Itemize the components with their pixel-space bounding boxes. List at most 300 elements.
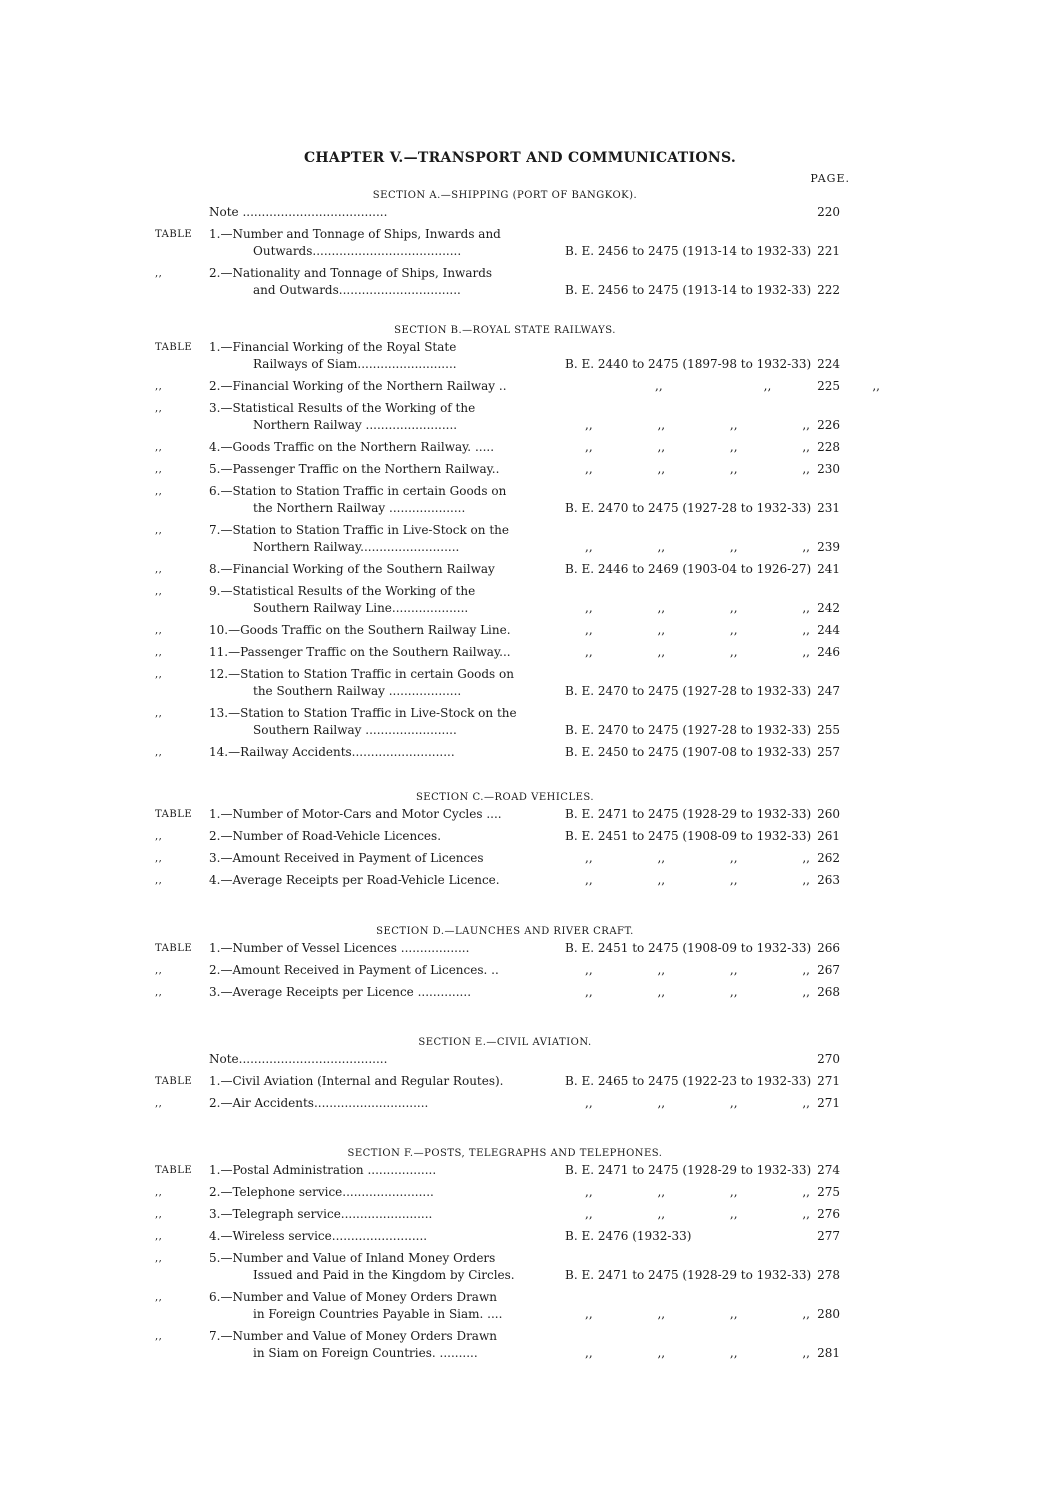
table-entry-row	[155, 339, 855, 378]
ditto-mark: ,,	[585, 985, 593, 999]
ditto-mark: ,,	[585, 440, 593, 454]
ditto-mark: ,,	[729, 985, 738, 999]
table-entry-row	[155, 705, 855, 744]
ditto-mark: ,,	[657, 873, 666, 887]
ditto-mark: ,,	[655, 379, 663, 393]
ditto-mark: ,,	[585, 963, 593, 977]
ditto-mark: ,,	[802, 623, 810, 637]
table-title	[209, 1184, 529, 1201]
table-title-text: 1.—Number of Motor-Cars and Motor Cycles ....	[209, 807, 502, 821]
table-prefix: ,,	[155, 669, 163, 680]
table-title	[209, 1328, 529, 1362]
table-title-continued: Outwards.......................................	[253, 244, 462, 258]
year-range: B. E. 2476 (1932-33)	[565, 1229, 692, 1243]
ditto-mark: ,,	[802, 462, 810, 476]
ditto-marks	[565, 644, 810, 661]
page-number: 257	[817, 745, 840, 759]
page-number: 255	[817, 723, 840, 737]
table-entry-row	[155, 583, 855, 622]
ditto-mark: ,,	[657, 1185, 666, 1199]
table-title	[209, 940, 529, 957]
ditto-mark: ,,	[585, 540, 593, 554]
year-range: B. E. 2440 to 2475 (1897-98 to 1932-33)	[565, 357, 812, 371]
table-prefix: TABLE	[155, 943, 193, 954]
ditto-mark: ,,	[802, 1185, 810, 1199]
page-number: 266	[817, 941, 840, 955]
table-title-continued: Southern Railway Line....................	[253, 601, 469, 615]
table-title	[209, 962, 529, 979]
ditto-marks	[565, 461, 810, 478]
page-number: 247	[817, 684, 840, 698]
table-entry-row	[155, 666, 855, 705]
table-prefix: ,,	[155, 853, 163, 864]
year-range	[565, 850, 820, 867]
chapter-title: CHAPTER V.—TRANSPORT AND COMMUNICATIONS.	[303, 150, 737, 166]
table-prefix: ,,	[155, 381, 163, 392]
table-title	[209, 828, 529, 845]
table-entry-row	[155, 940, 855, 962]
year-range: B. E. 2465 to 2475 (1922-23 to 1932-33)	[565, 1074, 812, 1088]
table-prefix: ,,	[155, 747, 163, 758]
table-title	[209, 806, 529, 823]
ditto-mark: ,,	[585, 418, 593, 432]
page-number: 260	[817, 807, 840, 821]
table-title	[209, 1250, 529, 1284]
table-prefix: TABLE	[155, 1076, 193, 1087]
ditto-mark: ,,	[657, 418, 666, 432]
table-entry-row	[155, 622, 855, 644]
table-title-text: 6.—Number and Value of Money Orders Drawn	[209, 1290, 497, 1304]
table-prefix: ,,	[155, 525, 163, 536]
ditto-mark: ,,	[585, 645, 593, 659]
table-entry-row	[155, 1289, 855, 1328]
ditto-mark: ,,	[729, 440, 738, 454]
ditto-mark: ,,	[585, 1185, 593, 1199]
contents-section	[155, 924, 855, 1006]
year-range: B. E. 2471 to 2475 (1928-29 to 1932-33)	[565, 807, 812, 821]
table-title-text: Note.......................................	[209, 1052, 388, 1066]
year-range	[565, 644, 820, 661]
table-title	[209, 439, 529, 456]
table-title-continued: Issued and Paid in the Kingdom by Circles.	[253, 1268, 515, 1282]
ditto-mark: ,,	[802, 1207, 810, 1221]
table-title-continued: Northern Railway..........................	[253, 540, 460, 554]
contents-section	[155, 1035, 855, 1117]
ditto-mark: ,,	[585, 873, 593, 887]
table-entry-row	[155, 1206, 855, 1228]
page-number: 220	[817, 205, 840, 219]
table-title-text: 1.—Number and Tonnage of Ships, Inwards and	[209, 227, 501, 241]
page-number: 278	[817, 1268, 840, 1282]
year-range: B. E. 2456 to 2475 (1913-14 to 1932-33)	[565, 283, 812, 297]
table-prefix: ,,	[155, 625, 163, 636]
ditto-mark: ,,	[802, 601, 810, 615]
ditto-marks	[565, 1095, 810, 1112]
table-prefix: ,,	[155, 647, 163, 658]
table-entry-row	[155, 204, 855, 226]
year-range	[565, 1184, 820, 1201]
ditto-mark: ,,	[657, 440, 666, 454]
table-title-text: 2.—Amount Received in Payment of Licences. ..	[209, 963, 499, 977]
table-title	[209, 204, 529, 221]
table-entry-row	[155, 1184, 855, 1206]
ditto-mark: ,,	[802, 1307, 810, 1321]
year-range: B. E. 2456 to 2475 (1913-14 to 1932-33)	[565, 244, 812, 258]
table-title	[209, 461, 529, 478]
ditto-marks	[565, 622, 810, 639]
table-title-text: 13.—Station to Station Traffic in Live-Stock on the	[209, 706, 517, 720]
table-prefix: ,,	[155, 586, 163, 597]
contents-section	[155, 1146, 855, 1367]
ditto-mark: ,,	[802, 440, 810, 454]
year-range: B. E. 2451 to 2475 (1908-09 to 1932-33)	[565, 941, 812, 955]
table-entry-row	[155, 226, 855, 265]
table-title-text: 2.—Air Accidents..............................	[209, 1096, 429, 1110]
page-number: 222	[817, 283, 840, 297]
page-number: 277	[817, 1229, 840, 1243]
table-entry-row	[155, 872, 855, 894]
ditto-marks	[565, 439, 810, 456]
page-column-heading: PAGE.	[810, 172, 850, 185]
table-title	[209, 666, 529, 700]
table-title-continued: Southern Railway ........................	[253, 723, 457, 737]
table-entry-row	[155, 828, 855, 850]
table-prefix: TABLE	[155, 342, 193, 353]
table-title	[209, 1095, 529, 1112]
table-title	[209, 561, 529, 578]
table-title	[209, 400, 529, 434]
table-title-text: 7.—Number and Value of Money Orders Drawn	[209, 1329, 497, 1343]
table-entry-row	[155, 1073, 855, 1095]
table-prefix: TABLE	[155, 809, 193, 820]
year-range	[565, 872, 820, 889]
table-prefix: ,,	[155, 464, 163, 475]
page-number: 280	[817, 1307, 840, 1321]
table-prefix: ,,	[155, 1253, 163, 1264]
ditto-mark: ,,	[657, 1307, 666, 1321]
table-title-text: 5.—Number and Value of Inland Money Orders	[209, 1251, 496, 1265]
year-range: B. E. 2470 to 2475 (1927-28 to 1932-33)	[565, 501, 812, 515]
year-range: B. E. 2471 to 2475 (1928-29 to 1932-33)	[565, 1268, 812, 1282]
ditto-mark: ,,	[802, 873, 810, 887]
table-entry-row	[155, 522, 855, 561]
ditto-mark: ,,	[585, 851, 593, 865]
table-prefix: ,,	[155, 965, 163, 976]
table-title-continued: and Outwards................................	[253, 283, 461, 297]
table-title-text: 4.—Average Receipts per Road-Vehicle Licence.	[209, 873, 500, 887]
ditto-mark: ,,	[585, 623, 593, 637]
table-title-text: 7.—Station to Station Traffic in Live-Stock on the	[209, 523, 509, 537]
ditto-mark: ,,	[729, 1207, 738, 1221]
table-prefix: TABLE	[155, 229, 193, 240]
ditto-mark: ,,	[729, 418, 738, 432]
ditto-mark: ,,	[802, 851, 810, 865]
ditto-mark: ,,	[729, 623, 738, 637]
year-range: B. E. 2470 to 2475 (1927-28 to 1932-33)	[565, 723, 812, 737]
page-number: 267	[817, 963, 840, 977]
ditto-marks	[565, 600, 810, 617]
table-title-text: 9.—Statistical Results of the Working of the	[209, 584, 476, 598]
ditto-marks	[565, 1345, 810, 1362]
ditto-mark: ,,	[657, 985, 666, 999]
ditto-mark: ,,	[729, 851, 738, 865]
ditto-marks	[565, 1206, 810, 1223]
table-title-text: 3.—Statistical Results of the Working of the	[209, 401, 476, 415]
table-prefix: ,,	[155, 1187, 163, 1198]
ditto-mark: ,,	[585, 1307, 593, 1321]
table-entry-row	[155, 850, 855, 872]
table-title-continued: the Southern Railway ...................	[253, 684, 462, 698]
table-title	[209, 1051, 529, 1068]
ditto-mark: ,,	[802, 418, 810, 432]
table-prefix: ,,	[155, 564, 163, 575]
contents-section	[155, 790, 855, 894]
table-title	[209, 850, 529, 867]
table-title-text: Note ......................................	[209, 205, 388, 219]
section-title: SECTION C.—ROAD VEHICLES.	[415, 792, 595, 803]
ditto-marks	[565, 417, 810, 434]
section-title: SECTION D.—LAUNCHES AND RIVER CRAFT.	[376, 926, 634, 937]
table-title	[209, 483, 529, 517]
ditto-mark: ,,	[872, 379, 880, 393]
table-title	[209, 265, 529, 299]
ditto-mark: ,,	[763, 379, 772, 393]
ditto-marks	[565, 1184, 810, 1201]
ditto-mark: ,,	[729, 963, 738, 977]
table-title-text: 2.—Financial Working of the Northern Railway ..	[209, 379, 507, 393]
table-entry-row	[155, 439, 855, 461]
ditto-mark: ,,	[657, 963, 666, 977]
table-entry-row	[155, 744, 855, 766]
ditto-mark: ,,	[802, 963, 810, 977]
table-entry-row	[155, 1095, 855, 1117]
table-entry-row	[155, 561, 855, 583]
page-number: 244	[817, 623, 840, 637]
year-range: B. E. 2470 to 2475 (1927-28 to 1932-33)	[565, 684, 812, 698]
table-title-text: 10.—Goods Traffic on the Southern Railway Line.	[209, 623, 511, 637]
table-title-text: 2.—Telephone service........................	[209, 1185, 434, 1199]
table-prefix: ,,	[155, 268, 163, 279]
ditto-mark: ,,	[729, 1185, 738, 1199]
ditto-mark: ,,	[657, 1346, 666, 1360]
table-title-text: 2.—Number of Road-Vehicle Licences.	[209, 829, 442, 843]
table-title-text: 11.—Passenger Traffic on the Southern Railway...	[209, 645, 511, 659]
table-prefix: ,,	[155, 1331, 163, 1342]
page-number: 239	[817, 540, 840, 554]
page-number: 225	[817, 379, 840, 393]
table-title-text: 3.—Average Receipts per Licence ..............	[209, 985, 472, 999]
table-title	[209, 1162, 529, 1179]
ditto-mark: ,,	[585, 1346, 593, 1360]
table-title-continued: in Siam on Foreign Countries. ..........	[253, 1346, 478, 1360]
page-number: 228	[817, 440, 840, 454]
table-title-text: 1.—Number of Vessel Licences ..................	[209, 941, 470, 955]
table-entry-row	[155, 1051, 855, 1073]
page-number: 270	[817, 1052, 840, 1066]
contents-section	[155, 188, 855, 304]
ditto-mark: ,,	[729, 873, 738, 887]
table-title	[209, 622, 529, 639]
table-title-text: 3.—Telegraph service........................	[209, 1207, 433, 1221]
year-range	[565, 962, 820, 979]
table-prefix: ,,	[155, 987, 163, 998]
table-prefix: ,,	[155, 1098, 163, 1109]
page-number: 275	[817, 1185, 840, 1199]
table-title-continued: Northern Railway ........................	[253, 418, 458, 432]
ditto-mark: ,,	[657, 462, 666, 476]
ditto-mark: ,,	[802, 540, 810, 554]
page-number: 221	[817, 244, 840, 258]
ditto-mark: ,,	[729, 645, 738, 659]
ditto-mark: ,,	[657, 1207, 666, 1221]
page-number: 261	[817, 829, 840, 843]
table-title-text: 12.—Station to Station Traffic in certain Goods on	[209, 667, 514, 681]
page-number: 263	[817, 873, 840, 887]
page-number: 226	[817, 418, 840, 432]
ditto-mark: ,,	[802, 645, 810, 659]
ditto-marks	[565, 539, 810, 556]
page-number: 242	[817, 601, 840, 615]
table-title	[209, 984, 529, 1001]
table-title-text: 6.—Station to Station Traffic in certain Goods on	[209, 484, 507, 498]
table-prefix: ,,	[155, 875, 163, 886]
year-range	[565, 539, 820, 556]
table-title-text: 3.—Amount Received in Payment of Licences	[209, 851, 484, 865]
page-number: 276	[817, 1207, 840, 1221]
table-entry-row	[155, 962, 855, 984]
table-entry-row	[155, 400, 855, 439]
section-title: SECTION F.—POSTS, TELEGRAPHS AND TELEPHONES.	[347, 1148, 663, 1159]
table-title-text: 5.—Passenger Traffic on the Northern Railway..	[209, 462, 500, 476]
year-range	[565, 622, 820, 639]
ditto-mark: ,,	[802, 1096, 810, 1110]
table-title-text: 4.—Goods Traffic on the Northern Railway. .....	[209, 440, 495, 454]
year-range	[565, 1306, 820, 1323]
table-prefix: ,,	[155, 1231, 163, 1242]
table-title-text: 1.—Financial Working of the Royal State	[209, 340, 457, 354]
ditto-mark: ,,	[729, 540, 738, 554]
table-prefix: ,,	[155, 708, 163, 719]
ditto-mark: ,,	[657, 645, 666, 659]
year-range	[565, 984, 820, 1001]
ditto-mark: ,,	[585, 462, 593, 476]
table-entry-row	[155, 461, 855, 483]
ditto-mark: ,,	[729, 601, 738, 615]
table-title	[209, 705, 529, 739]
table-title-text: 14.—Railway Accidents...........................	[209, 745, 455, 759]
table-title	[209, 339, 529, 373]
ditto-mark: ,,	[729, 1346, 738, 1360]
table-title-text: 8.—Financial Working of the Southern Railway	[209, 562, 495, 576]
year-range: B. E. 2446 to 2469 (1903-04 to 1926-27)	[565, 562, 812, 576]
year-range: B. E. 2451 to 2475 (1908-09 to 1932-33)	[565, 829, 812, 843]
table-prefix: ,,	[155, 1209, 163, 1220]
ditto-mark: ,,	[729, 1096, 738, 1110]
table-title	[209, 522, 529, 556]
ditto-mark: ,,	[657, 540, 666, 554]
year-range	[565, 1095, 820, 1112]
table-title	[209, 226, 529, 260]
table-prefix: ,,	[155, 486, 163, 497]
table-entry-row	[155, 483, 855, 522]
table-title-continued: Railways of Siam..........................	[253, 357, 457, 371]
page-number: 231	[817, 501, 840, 515]
table-title-text: 4.—Wireless service.........................	[209, 1229, 428, 1243]
year-range	[565, 439, 820, 456]
page-number: 274	[817, 1163, 840, 1177]
year-range	[565, 461, 820, 478]
table-title	[209, 1228, 529, 1245]
ditto-mark: ,,	[657, 623, 666, 637]
page-number: 271	[817, 1096, 840, 1110]
ditto-mark: ,,	[657, 601, 666, 615]
year-range	[565, 1345, 820, 1362]
page-number: 230	[817, 462, 840, 476]
table-title-text: 1.—Civil Aviation (Internal and Regular Routes).	[209, 1074, 504, 1088]
section-title: SECTION B.—ROYAL STATE RAILWAYS.	[394, 325, 616, 336]
ditto-mark: ,,	[585, 1096, 593, 1110]
page-number: 241	[817, 562, 840, 576]
ditto-marks	[565, 962, 810, 979]
table-title	[209, 1289, 529, 1323]
ditto-mark: ,,	[585, 1207, 593, 1221]
page-number: 246	[817, 645, 840, 659]
table-entry-row	[155, 1228, 855, 1250]
year-range: B. E. 2450 to 2475 (1907-08 to 1932-33)	[565, 745, 812, 759]
table-prefix: ,,	[155, 442, 163, 453]
page-number: 271	[817, 1074, 840, 1088]
table-entry-row	[155, 644, 855, 666]
table-entry-row	[155, 1162, 855, 1184]
year-range: B. E. 2471 to 2475 (1928-29 to 1932-33)	[565, 1163, 812, 1177]
table-prefix: ,,	[155, 403, 163, 414]
table-entry-row	[155, 984, 855, 1006]
ditto-mark: ,,	[657, 1096, 666, 1110]
table-title	[209, 583, 529, 617]
ditto-mark: ,,	[802, 1346, 810, 1360]
year-range	[565, 417, 820, 434]
year-range	[565, 600, 820, 617]
ditto-marks	[565, 850, 810, 867]
table-title-continued: in Foreign Countries Payable in Siam. ....	[253, 1307, 503, 1321]
page-number: 268	[817, 985, 840, 999]
page-number: 224	[817, 357, 840, 371]
page-number: 262	[817, 851, 840, 865]
table-entry-row	[155, 265, 855, 304]
table-title	[209, 1206, 529, 1223]
section-title: SECTION A.—SHIPPING (PORT OF BANGKOK).	[372, 190, 638, 201]
table-title-continued: the Northern Railway ....................	[253, 501, 466, 515]
table-title	[209, 1073, 529, 1090]
table-title-text: 1.—Postal Administration ..................	[209, 1163, 437, 1177]
ditto-mark: ,,	[729, 1307, 738, 1321]
table-title	[209, 744, 529, 761]
ditto-marks	[565, 1306, 810, 1323]
year-range	[565, 1206, 820, 1223]
contents-section	[155, 323, 880, 766]
table-entry-row	[155, 806, 855, 828]
table-entry-row	[155, 378, 880, 400]
ditto-mark: ,,	[729, 462, 738, 476]
section-title: SECTION E.—CIVIL AVIATION.	[418, 1037, 592, 1048]
table-title	[209, 378, 529, 395]
page-number: 281	[817, 1346, 840, 1360]
ditto-mark: ,,	[585, 601, 593, 615]
table-title	[209, 644, 529, 661]
table-entry-row	[155, 1328, 855, 1367]
table-prefix: ,,	[155, 831, 163, 842]
ditto-marks	[565, 984, 810, 1001]
